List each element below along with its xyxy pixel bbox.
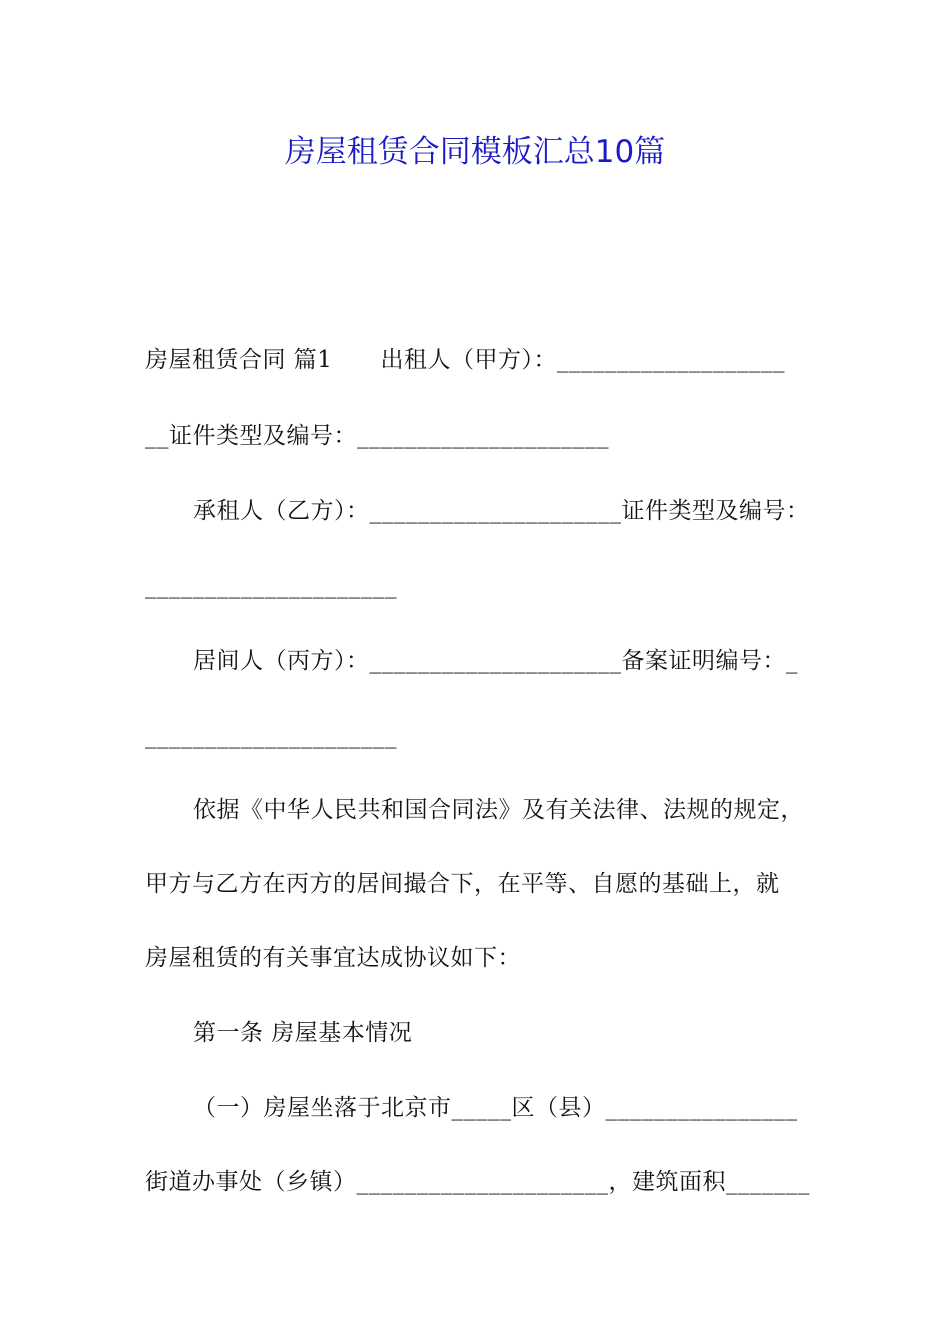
paragraph-line: 依据《中华人民共和国合同法》及有关法律、法规的规定， xyxy=(193,797,804,823)
article-heading: 第一条 房屋基本情况 xyxy=(193,1020,413,1046)
lessor-field-label: 出租人（甲方）：___________________ xyxy=(380,347,785,373)
lessee-id-blank-line: _____________________ xyxy=(145,573,397,599)
contract-heading-line xyxy=(145,342,785,378)
paragraph-line: 街道办事处（乡镇）_____________________，建筑面积_______ xyxy=(145,1169,810,1195)
filing-number-blank-line: _____________________ xyxy=(145,723,397,749)
paragraph-line: 房屋租赁的有关事宜达成协议如下： xyxy=(145,945,521,971)
lessee-line: 承租人（乙方）：_____________________证件类型及编号： xyxy=(193,498,810,524)
lessor-id-line: __证件类型及编号：_____________________ xyxy=(145,423,609,449)
document-title: 房屋租赁合同模板汇总10篇 xyxy=(284,134,666,170)
paragraph-line: （一）房屋坐落于北京市_____区（县）________________ xyxy=(193,1095,798,1121)
paragraph-line: 甲方与乙方在丙方的居间撮合下，在平等、自愿的基础上，就 xyxy=(145,871,780,897)
intermediary-line: 居间人（丙方）：_____________________备案证明编号：_ xyxy=(193,648,798,674)
contract-section-label: 房屋租赁合同 篇1 xyxy=(145,347,333,373)
